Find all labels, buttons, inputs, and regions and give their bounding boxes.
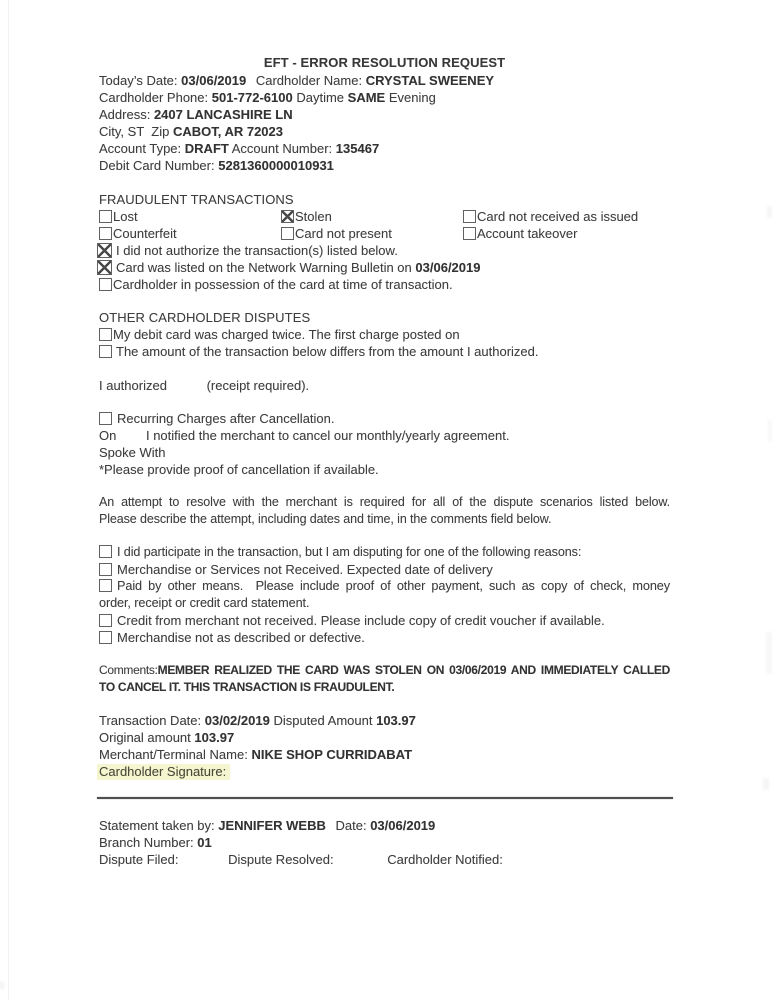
reason-participate xyxy=(99,544,670,561)
address-value: 2407 LANCASHIRE LN xyxy=(153,107,293,122)
proof-note-line: *Please provide proof of cancellation if available. xyxy=(99,462,379,477)
taken-by-label: Statement taken by: xyxy=(99,818,215,833)
fraud-option-counterfeit xyxy=(99,226,177,241)
authorized-line xyxy=(99,377,670,394)
comments-line-1 xyxy=(99,662,670,679)
branch-number-label: Branch Number: xyxy=(99,835,194,850)
cardholder-notified-label: Cardholder Notified: xyxy=(387,852,503,867)
header-block xyxy=(99,72,670,174)
card-not-present-label: Card not present xyxy=(295,226,392,241)
card-not-present-checkbox[interactable] xyxy=(281,227,294,240)
warning-bulletin-label: Card was listed on the Network Warning Bulletin on xyxy=(116,260,412,275)
fraud-grid-row xyxy=(99,208,670,225)
attempt-line-2: Please describe the attempt, including dates and time, in the comments field below. xyxy=(99,512,552,526)
stolen-checkbox[interactable] xyxy=(281,210,294,223)
cardholder-name-label: Cardholder Name: xyxy=(255,73,363,88)
fraud-option-warning-bulletin xyxy=(99,259,670,276)
cardholder-name-value: CRYSTAL SWEENEY xyxy=(365,73,495,88)
debit-card-label: Debit Card Number: xyxy=(99,158,215,173)
daytime-value: SAME xyxy=(347,90,386,105)
on-label: On xyxy=(99,428,117,443)
stolen-label: Stolen xyxy=(295,209,332,224)
dispute-filed-label: Dispute Filed: xyxy=(99,852,179,867)
spoke-with-line: Spoke With xyxy=(99,445,166,460)
original-amount-label: Original amount xyxy=(99,730,191,745)
fraud-option-stolen xyxy=(281,208,332,225)
notified-merchant-text: I notified the merchant to cancel our monthly/yearly agreement. xyxy=(145,428,510,443)
dispute-reasons-list xyxy=(99,544,670,646)
cardholder-signature-label: Cardholder Signature: xyxy=(97,764,230,780)
city-state-zip-label: City, ST Zip xyxy=(99,124,170,139)
original-amount-line xyxy=(99,729,670,746)
debit-card-value: 5281360000010931 xyxy=(218,158,334,173)
fraud-option-account-takeover xyxy=(463,225,577,242)
paid-other-label-1: Paid by other means. Please include proof of other payment, such as copy of check, money xyxy=(117,579,670,593)
fraud-option-card-not-received xyxy=(463,208,638,225)
branch-number-line xyxy=(99,834,670,851)
city-state-zip-value: CABOT, AR 72023 xyxy=(172,124,283,139)
account-line xyxy=(99,140,670,157)
fraud-option-lost xyxy=(99,209,138,224)
signature-divider-line xyxy=(97,797,673,799)
transaction-block xyxy=(99,712,670,780)
taken-by-value: JENNIFER WEBB xyxy=(218,818,326,833)
participate-checkbox[interactable] xyxy=(99,545,112,558)
recurring-checkbox[interactable] xyxy=(99,412,112,425)
warning-bulletin-checkbox[interactable] xyxy=(97,260,112,275)
evening-label: Evening xyxy=(388,90,436,105)
signature-line xyxy=(99,763,670,780)
merchant-label: Merchant/Terminal Name: xyxy=(99,747,248,762)
fraud-option-not-authorize xyxy=(99,242,670,259)
not-authorize-label: I did not authorize the transaction(s) listed below. xyxy=(116,243,398,258)
merchandise-not-received-checkbox[interactable] xyxy=(99,563,112,576)
branch-number-value: 01 xyxy=(197,835,212,850)
dispute-option-recurring xyxy=(99,410,670,427)
attempt-line-1: An attempt to resolve with the merchant is required for all of the dispute scenarios listed below. xyxy=(99,495,670,509)
fraud-section-heading: FRAUDULENT TRANSACTIONS xyxy=(99,192,294,207)
fraud-checkbox-grid xyxy=(99,208,670,242)
warning-bulletin-date: 03/06/2019 xyxy=(415,260,481,275)
phone-value: 501-772-6100 xyxy=(211,90,293,105)
merchandise-defective-label: Merchandise not as described or defective. xyxy=(117,630,365,645)
comments-label: Comments: xyxy=(99,663,158,677)
amount-differs-label: The amount of the transaction below differs from the amount I authorized. xyxy=(116,344,539,359)
footer-date-value: 03/06/2019 xyxy=(370,818,436,833)
address-line xyxy=(99,106,670,123)
statement-taken-line xyxy=(99,817,670,834)
in-possession-label: Cardholder in possession of the card at time of transaction. xyxy=(113,277,453,292)
account-number-label: Account Number: xyxy=(231,141,333,156)
disputed-amount-value: 103.97 xyxy=(376,713,416,728)
reason-merchandise-not-received xyxy=(99,561,670,578)
scan-artifact xyxy=(766,632,772,674)
transaction-date-line xyxy=(99,712,670,729)
transaction-date-label: Transaction Date: xyxy=(99,713,202,728)
form-title: EFT - ERROR RESOLUTION REQUEST xyxy=(263,55,506,70)
fraud-statement-lines xyxy=(99,242,670,293)
lost-checkbox[interactable] xyxy=(99,210,112,223)
in-possession-checkbox[interactable] xyxy=(99,278,112,291)
transaction-date-value: 03/02/2019 xyxy=(204,713,270,728)
reason-credit-not-received xyxy=(99,612,670,629)
authorized-note: (receipt required). xyxy=(206,378,310,393)
attempt-paragraph xyxy=(99,494,670,528)
amount-differs-checkbox[interactable] xyxy=(99,345,112,358)
footer-date-label: Date: xyxy=(335,818,367,833)
credit-not-received-label: Credit from merchant not received. Please include copy of credit voucher if available. xyxy=(117,613,605,628)
paid-other-line-1 xyxy=(99,578,670,595)
comments-value-1: MEMBER REALIZED THE CARD WAS STOLEN ON 03/06/2019 AND IMMEDIATELY CALLED xyxy=(157,663,670,677)
charged-twice-label: My debit card was charged twice. The first charge posted on xyxy=(113,327,460,342)
counterfeit-label: Counterfeit xyxy=(113,226,177,241)
merchant-line xyxy=(99,746,670,763)
dispute-status-line xyxy=(99,851,670,868)
address-label: Address: xyxy=(99,107,151,122)
account-type-label: Account Type: xyxy=(99,141,182,156)
merchandise-not-received-label: Merchandise or Services not Received. Expected date of delivery xyxy=(117,562,493,577)
today-date-label: Today’s Date: xyxy=(99,73,178,88)
account-takeover-checkbox[interactable] xyxy=(463,227,476,240)
paid-other-checkbox[interactable] xyxy=(99,579,112,592)
card-not-received-label: Card not received as issued xyxy=(477,209,639,224)
account-takeover-label: Account takeover xyxy=(477,226,578,241)
disputes-checkbox-lines xyxy=(99,326,670,360)
disputed-amount-label: Disputed Amount xyxy=(273,713,373,728)
fraud-option-in-possession xyxy=(99,276,670,293)
scan-edge-artifact xyxy=(8,0,9,1000)
fraud-option-card-not-present xyxy=(281,225,392,242)
participate-label: I did participate in the transaction, but I am disputing for one of the following reasons: xyxy=(117,545,582,559)
account-type-value: DRAFT xyxy=(184,141,229,156)
merchant-value: NIKE SHOP CURRIDABAT xyxy=(251,747,413,762)
account-number-value: 135467 xyxy=(335,141,380,156)
phone-label: Cardholder Phone: xyxy=(99,90,209,105)
merchandise-defective-checkbox[interactable] xyxy=(99,631,112,644)
recurring-block xyxy=(99,410,670,478)
today-date-value: 03/06/2019 xyxy=(181,73,247,88)
card-not-received-checkbox[interactable] xyxy=(463,210,476,223)
scan-artifact xyxy=(767,206,772,218)
reason-paid-other-means xyxy=(99,578,670,612)
scan-artifact xyxy=(768,420,772,442)
counterfeit-checkbox[interactable] xyxy=(99,227,112,240)
scan-artifact xyxy=(763,778,769,790)
not-authorize-checkbox[interactable] xyxy=(97,243,112,258)
disputes-section-heading: OTHER CARDHOLDER DISPUTES xyxy=(99,310,311,325)
phone-line xyxy=(99,89,670,106)
dispute-option-charged-twice xyxy=(99,326,670,343)
charged-twice-checkbox[interactable] xyxy=(99,328,112,341)
debit-card-line xyxy=(99,157,670,174)
lost-label: Lost xyxy=(113,209,138,224)
comments-line-2: TO CANCEL IT. THIS TRANSACTION IS FRAUDULENT. xyxy=(99,680,395,694)
credit-not-received-checkbox[interactable] xyxy=(99,614,112,627)
city-state-zip-line xyxy=(99,123,670,140)
dispute-resolved-label: Dispute Resolved: xyxy=(228,852,334,867)
reason-merchandise-defective xyxy=(99,629,670,646)
authorized-label: I authorized xyxy=(99,378,167,393)
footer-block xyxy=(99,817,670,868)
recurring-label: Recurring Charges after Cancellation. xyxy=(117,411,335,426)
daytime-label: Daytime xyxy=(296,90,345,105)
comments-block xyxy=(99,662,670,696)
notified-merchant-line xyxy=(99,427,670,444)
fraud-grid-row xyxy=(99,225,670,242)
scan-artifact xyxy=(0,982,4,989)
original-amount-value: 103.97 xyxy=(194,730,235,745)
dispute-option-amount-differs xyxy=(99,343,670,360)
paid-other-line-2: order, receipt or credit card statement. xyxy=(99,596,310,610)
today-date-line xyxy=(99,72,670,89)
